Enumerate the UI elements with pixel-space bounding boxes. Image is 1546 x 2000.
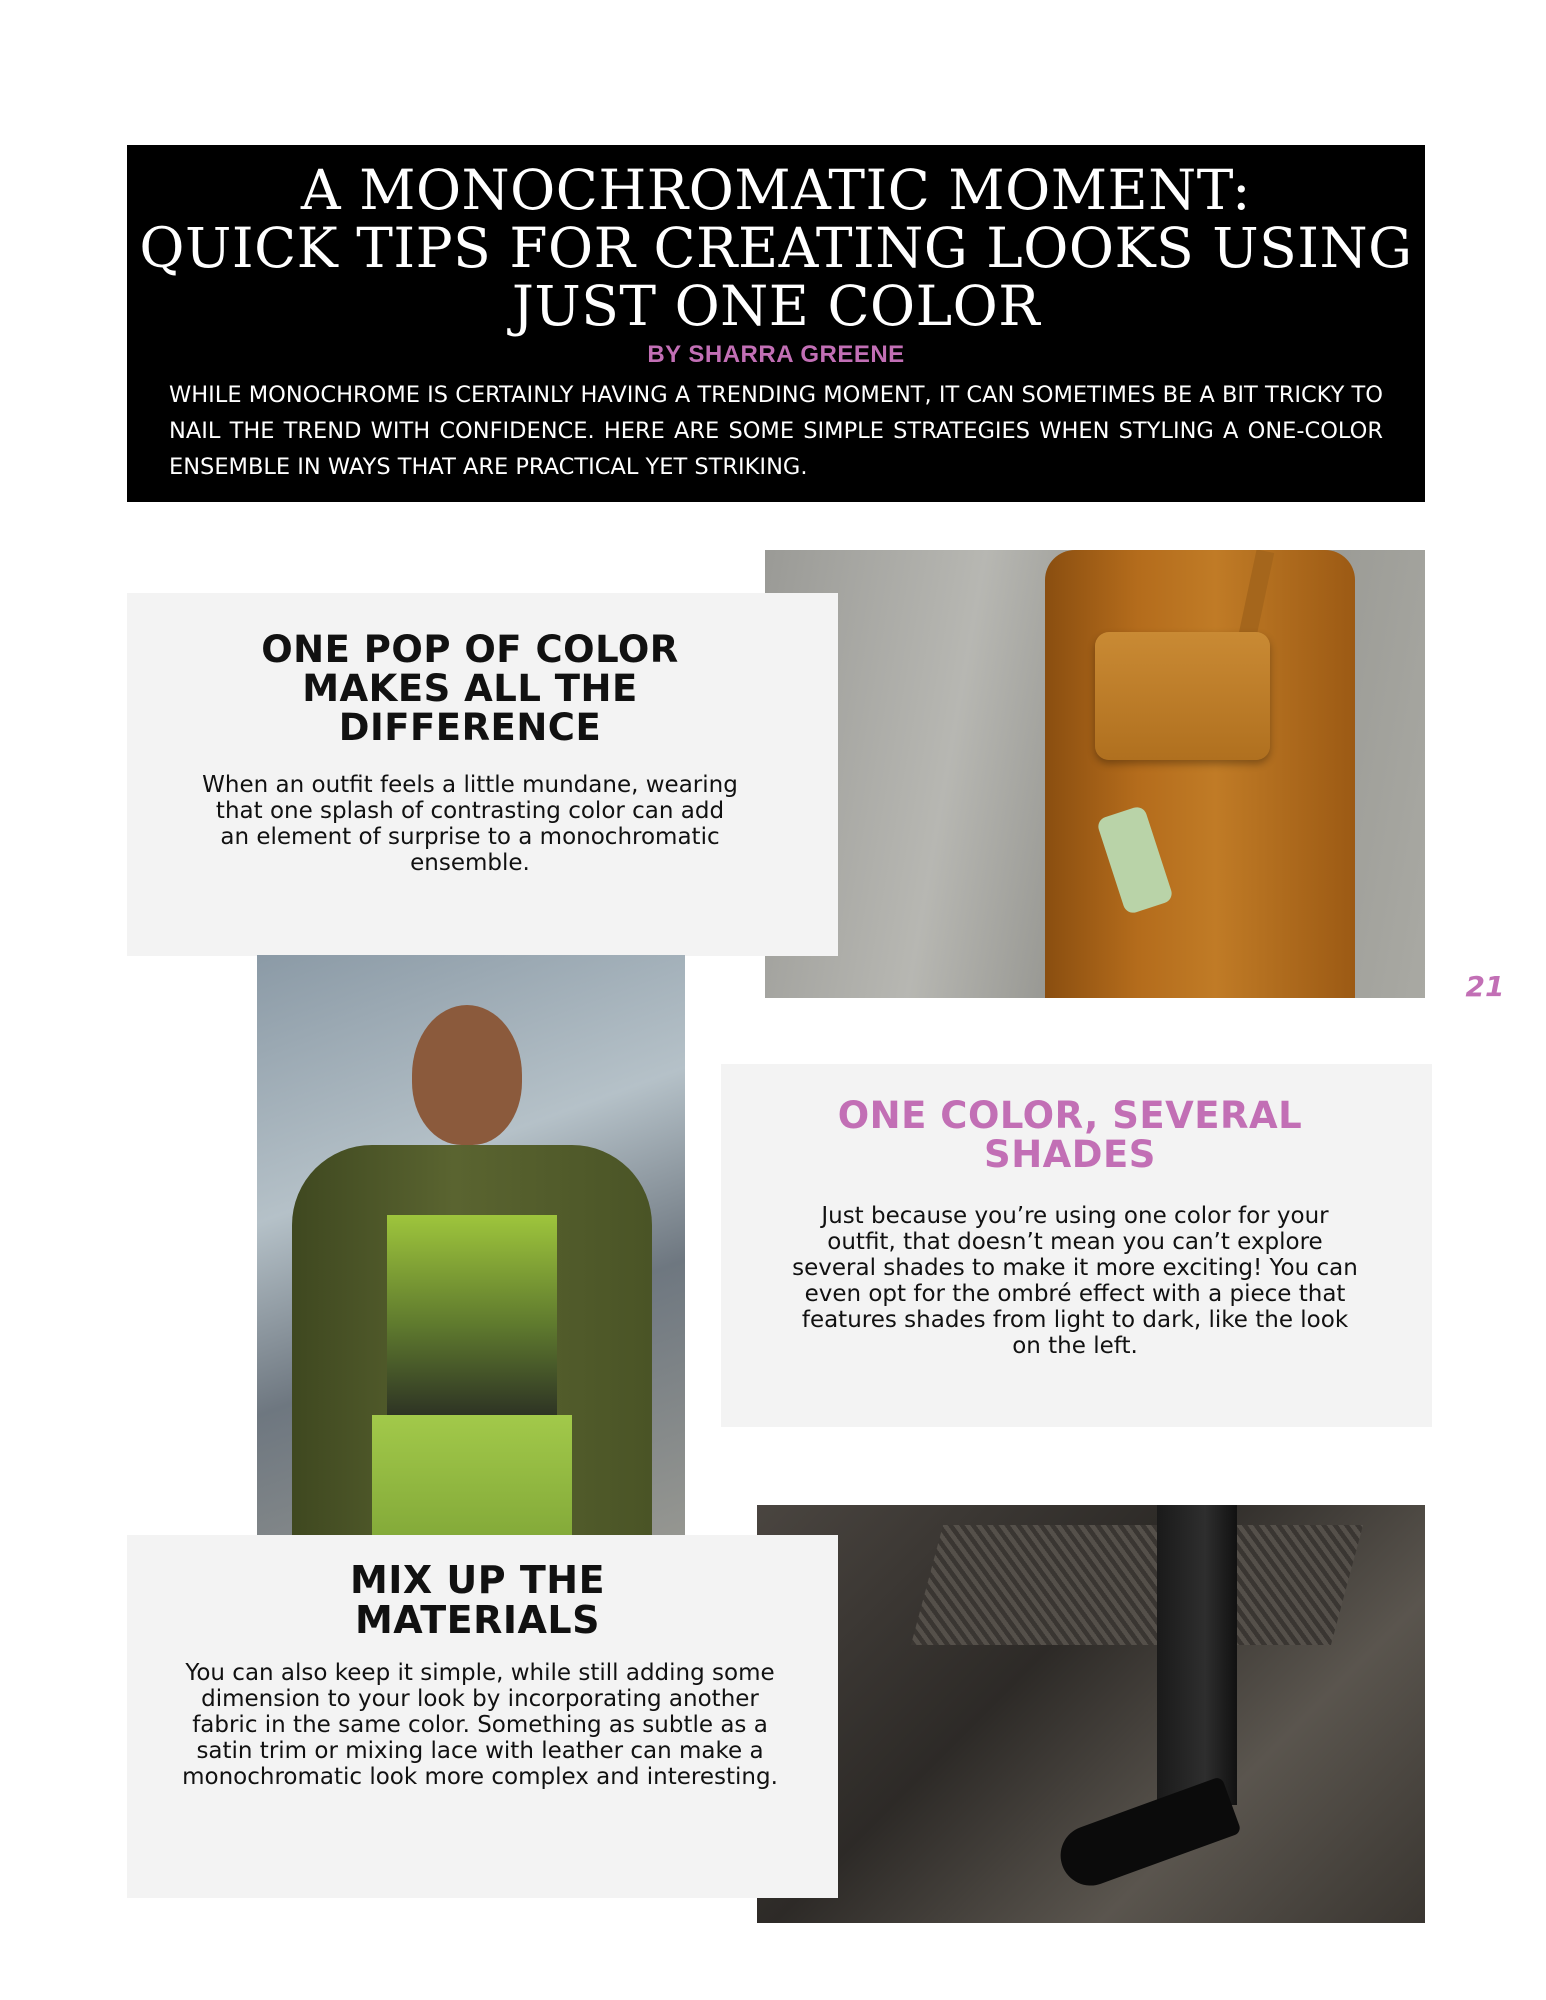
title-line-3: JUST ONE COLOR [511,274,1041,338]
photo-black-trouser-leg [1157,1505,1237,1805]
section-heading-pop-of-color: ONE POP OF COLOR MAKES ALL THE DIFFERENCE [261,628,679,749]
page-number: 21 [1465,970,1505,1003]
intro-paragraph: WHILE MONOCHROME IS CERTAINLY HAVING A TRENDING MOMENT, IT CAN SOMETIMES BE A BIT TRICKY TO NAIL THE TREND WITH CONFIDENCE. HERE ARE SOME SIMPLE STRATEGIES WHEN STYLING A ONE-COLOR ENSEMBLE IN WAYS THAT ARE PRACTICAL YET STRIKING. [169,382,1383,480]
section-body-several-shades: Just because you’re using one color for your outfit, that doesn’t mean you can’t explore several shades to make it more exciting! You can even opt for the ombré effect with a piece that features shades from light to dark, like the look on the left. [792,1203,1358,1359]
photo-black-heel-shoe [1052,1776,1242,1894]
title-line-1: A MONOCHROMATIC MOMENT: [300,158,1252,222]
photo-orange-bag [1095,632,1270,760]
photo-black-heels [757,1505,1425,1923]
section-heading-several-shades: ONE COLOR, SEVERAL SHADES [837,1094,1303,1176]
title-line-2: QUICK TIPS FOR CREATING LOOKS USING [139,216,1413,280]
article-title [127,158,1425,338]
photo-model-head [412,1005,522,1145]
photo-ombre-top [387,1215,557,1415]
section-heading-materials: MIX UP THE MATERIALS [349,1558,606,1642]
photo-orange-outfit [765,550,1425,998]
author-byline: BY SHARRA GREENE [647,341,905,368]
photo-street-grate [911,1525,1363,1645]
section-body-materials: You can also keep it simple, while still adding some dimension to your look by incorporating another fabric in the same color. Something as subtle as a satin trim or mixing lace with leather can make a monochromatic look more complex and interesting. [182,1660,778,1790]
photo-orange-torso [1045,550,1355,998]
photo-green-outfit [257,955,685,1567]
article-header [127,145,1425,502]
section-body-pop-of-color: When an outfit feels a little mundane, wearing that one splash of contrasting color can add an element of surprise to a monochromatic ensemble. [202,772,738,876]
